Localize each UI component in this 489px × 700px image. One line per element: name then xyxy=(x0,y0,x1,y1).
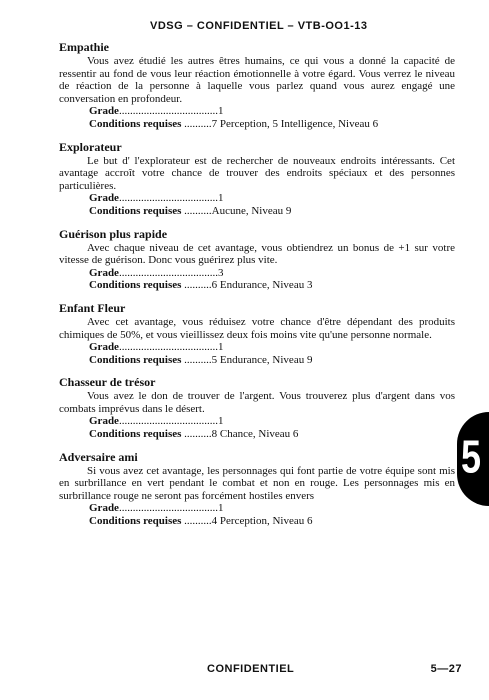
grade-value: 1 xyxy=(217,105,224,118)
grade-dots: .................................... xyxy=(118,415,218,428)
perk-description: Vous avez étudié les autres êtres humains, ce qui vous a donné la capacité de ressentir au fond de vous leur réaction émotionnelle à votre égard. Vous verrez le niveau de réaction de la personne à laquelle vous parlez quand vous aurez engagé une conversation en profondeur. xyxy=(59,55,455,105)
grade-label: Grade xyxy=(89,105,119,118)
conditions-value: Aucune, Niveau 9 xyxy=(211,204,292,217)
conditions-value: 6 Endurance, Niveau 3 xyxy=(211,279,313,292)
conditions-line xyxy=(59,279,455,292)
grade-dots: .................................... xyxy=(118,192,218,205)
grade-line xyxy=(59,105,455,118)
conditions-dots: .......... xyxy=(184,515,212,528)
grade-line xyxy=(59,341,455,354)
grade-dots: .................................... xyxy=(118,341,218,354)
perk-section xyxy=(59,40,455,131)
grade-line xyxy=(59,415,455,428)
conditions-dots: .......... xyxy=(184,353,212,366)
grade-value: 1 xyxy=(217,192,224,205)
conditions-dots: .......... xyxy=(184,279,212,292)
grade-value: 1 xyxy=(217,341,224,354)
grade-dots: .................................... xyxy=(118,502,218,515)
conditions-line xyxy=(59,428,455,441)
conditions-label: Conditions requises xyxy=(89,204,182,217)
conditions-label: Conditions requises xyxy=(89,428,182,441)
perk-title: Explorateur xyxy=(59,139,122,154)
conditions-line xyxy=(59,118,455,131)
perk-section xyxy=(59,450,455,528)
page-number: 5—27 xyxy=(430,663,462,675)
conditions-value: 8 Chance, Niveau 6 xyxy=(211,428,299,441)
perk-description: Avec chaque niveau de cet avantage, vous obtiendrez un bonus de +1 sur votre vitesse de guérison. Donc vous guérirez plus vite. xyxy=(59,241,455,267)
perk-title: Empathie xyxy=(59,40,110,54)
grade-value: 3 xyxy=(217,266,224,279)
conditions-value: 7 Perception, 5 Intelligence, Niveau 6 xyxy=(211,117,379,130)
perk-list xyxy=(59,40,455,537)
grade-label: Grade xyxy=(89,192,119,205)
perk-title: Enfant Fleur xyxy=(59,300,126,315)
grade-dots: .................................... xyxy=(118,105,218,118)
conditions-label: Conditions requises xyxy=(89,279,182,292)
conditions-label: Conditions requises xyxy=(89,117,182,130)
perk-description: Avec cet avantage, vous réduisez votre chance d'être dépendant des produits chimiques de 50%, et vous vieillissez deux fois moins vite qu'une personne normale. xyxy=(59,315,455,341)
grade-line xyxy=(59,267,455,280)
conditions-label: Conditions requises xyxy=(89,515,182,528)
grade-label: Grade xyxy=(89,266,119,279)
chapter-tab xyxy=(457,412,489,506)
perk-description: Le but d' l'explorateur est de rechercher de nouveaux endroits intéressants. Cet avantage accroît votre chance de trouver des endroits spéciaux et des personnes particulières. xyxy=(59,154,455,192)
perk-title: Guérison plus rapide xyxy=(59,226,168,241)
conditions-label: Conditions requises xyxy=(89,353,182,366)
perk-section xyxy=(59,301,455,366)
grade-value: 1 xyxy=(217,502,224,515)
grade-label: Grade xyxy=(89,502,119,515)
conditions-line xyxy=(59,515,455,528)
perk-description: Si vous avez cet avantage, les personnages qui font partie de votre équipe sont mis en surbrillance en vert pendant le combat et non en rouge. Les personnages mis en surbrillance rouge ne seront pas forcément hostiles envers xyxy=(59,464,455,502)
perk-section xyxy=(59,375,455,440)
grade-label: Grade xyxy=(89,341,119,354)
grade-label: Grade xyxy=(89,415,119,428)
page-footer xyxy=(207,663,462,675)
perk-description: Vous avez le don de trouver de l'argent. Vous trouverez plus d'argent dans vos combats imprévus dans le désert. xyxy=(59,390,455,415)
conditions-value: 4 Perception, Niveau 6 xyxy=(211,515,313,528)
conditions-value: 5 Endurance, Niveau 9 xyxy=(211,353,313,366)
perk-title: Chasseur de trésor xyxy=(59,375,156,390)
perk-title: Adversaire ami xyxy=(59,449,138,464)
conditions-dots: .......... xyxy=(184,428,212,441)
perk-section xyxy=(59,140,455,218)
conditions-line xyxy=(59,354,455,367)
grade-line xyxy=(59,192,455,205)
conditions-dots: .......... xyxy=(184,117,212,130)
grade-value: 1 xyxy=(217,415,224,428)
conditions-dots: .......... xyxy=(184,204,212,217)
grade-line xyxy=(59,502,455,515)
perk-section xyxy=(59,227,455,292)
page-header: VDSG – CONFIDENTIEL – VTB-OO1-13 xyxy=(150,20,368,32)
grade-dots: .................................... xyxy=(118,266,218,279)
conditions-line xyxy=(59,205,455,218)
footer-label: CONFIDENTIEL xyxy=(207,663,295,675)
chapter-number: 5 xyxy=(461,429,482,483)
